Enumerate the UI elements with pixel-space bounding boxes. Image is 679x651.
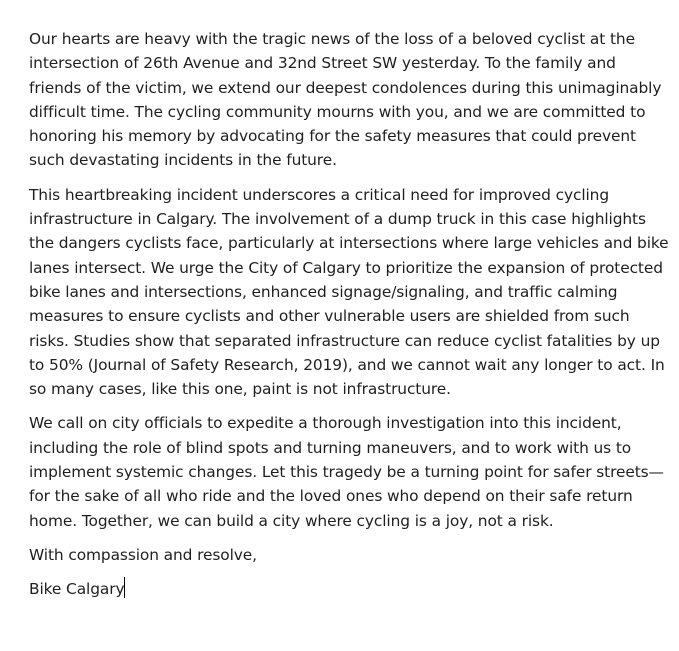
document-body[interactable] <box>29 27 669 602</box>
closing-line: With compassion and resolve, <box>29 545 257 564</box>
text-cursor <box>124 577 125 598</box>
signature-text: Bike Calgary <box>29 580 125 599</box>
paragraph-condolences: Our hearts are heavy with the tragic news of the loss of a beloved cyclist at the intersection of 26th Avenue and 32nd Street SW yesterday. To the family and friends of the victim, we extend our deepest condolences during this unimaginably difficult time. The cycling community mourns with you, and we are committed to honoring his memory by advocating for the safety measures that could prevent such devastating incidents in the future. <box>29 30 662 170</box>
paragraph-call-to-action: We call on city officials to expedite a thorough investigation into this incident, including the role of blind spots and turning maneuvers, and to work with us to implement systemic changes. Let this tragedy be a turning point for safer streets—for the sake of all who ride and the loved ones who depend on their safe return home. Together, we can build a city where cycling is a joy, not a risk. <box>29 414 664 530</box>
paragraph-infrastructure: This heartbreaking incident underscores a critical need for improved cycling infrastructure in Calgary. The involvement of a dump truck in this case highlights the dangers cyclists face, particularly at intersections where large vehicles and bike lanes intersect. We urge the City of Calgary to prioritize the expansion of protected bike lanes and intersections, enhanced signage/signaling, and traffic calming measures to ensure cyclists and other vulnerable users are shielded from such risks. Studies show that separated infrastructure can reduce cyclist fatalities by up to 50% (Journal of Safety Research, 2019), and we cannot wait any longer to act. In so many cases, like this one, paint is not infrastructure. <box>29 185 669 399</box>
signature-line <box>29 577 669 601</box>
